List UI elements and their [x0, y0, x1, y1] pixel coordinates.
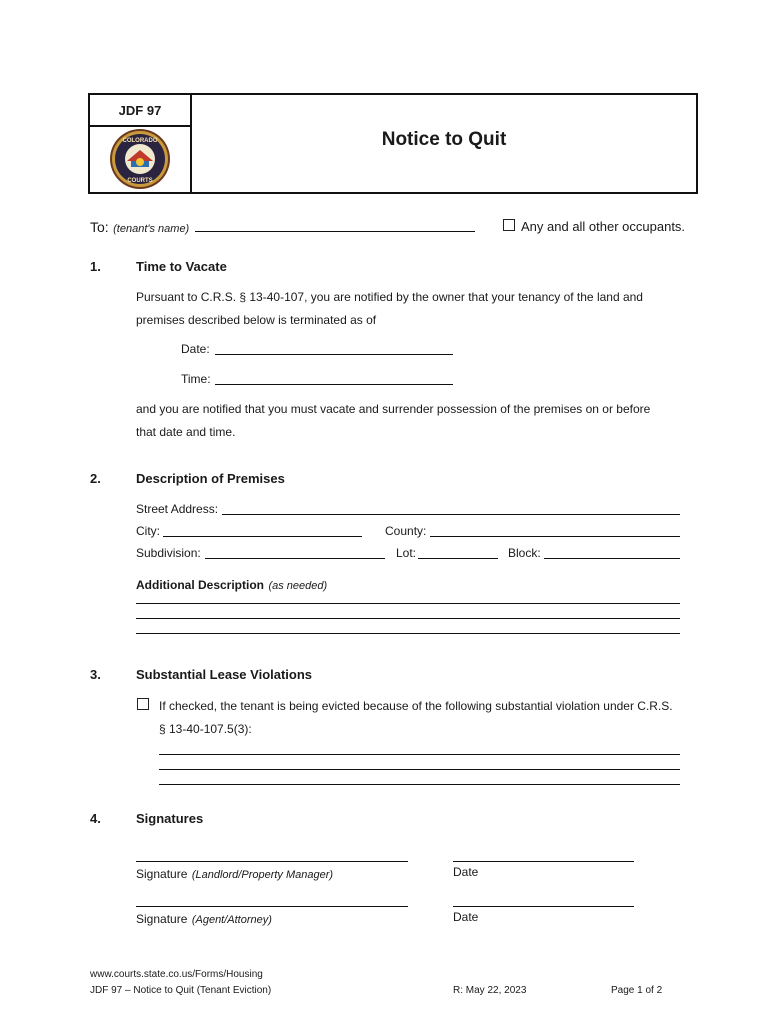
city-field[interactable] — [163, 536, 362, 537]
landlord-date-field[interactable] — [453, 861, 634, 862]
section-3-text-line-1: If checked, the tenant is being evicted because of the following substantial violation under C.R.S. — [159, 699, 673, 713]
form-title: Notice to Quit — [381, 129, 507, 150]
header-box — [88, 93, 698, 194]
block-label: Block: — [508, 546, 541, 560]
colorado-courts-seal — [109, 128, 171, 190]
time-field[interactable] — [215, 384, 453, 385]
other-occupants-checkbox[interactable] — [503, 219, 515, 231]
footer-url: www.courts.state.co.us/Forms/Housing — [90, 969, 263, 980]
landlord-signature-field[interactable] — [136, 861, 408, 862]
date-field[interactable] — [215, 354, 453, 355]
lot-label: Lot: — [396, 546, 417, 560]
violation-line-1[interactable] — [159, 754, 680, 755]
street-address-field[interactable] — [222, 514, 680, 515]
section-1-heading: Time to Vacate — [136, 259, 227, 274]
section-1-number: 1. — [90, 259, 101, 274]
block-field[interactable] — [544, 558, 680, 559]
to-line — [90, 219, 189, 237]
signature-label: Signature — [136, 912, 188, 926]
form-id: JDF 97 — [118, 103, 162, 118]
additional-description-line-1[interactable] — [136, 603, 680, 604]
tenant-name-field[interactable] — [195, 231, 475, 232]
signature-hint: (Landlord/Property Manager) — [191, 869, 334, 881]
agent-date-label: Date — [453, 910, 479, 924]
section-1-intro-line-2: premises described below is terminated as of — [136, 313, 377, 327]
lot-field[interactable] — [418, 558, 498, 559]
additional-description-label — [136, 576, 327, 594]
seal-cell — [90, 127, 192, 192]
section-2-heading: Description of Premises — [136, 471, 285, 486]
violation-line-2[interactable] — [159, 769, 680, 770]
agent-signature-label — [136, 910, 272, 928]
additional-description-hint: (as needed) — [268, 580, 328, 592]
lease-violation-checkbox[interactable] — [137, 698, 149, 710]
subdivision-label: Subdivision: — [136, 546, 201, 560]
signature-label: Signature — [136, 867, 188, 881]
section-1-intro-line-1: Pursuant to C.R.S. § 13-40-107, you are notified by the owner that your tenancy of the land and — [136, 290, 643, 304]
county-field[interactable] — [430, 536, 680, 537]
time-label: Time: — [181, 372, 211, 386]
footer-form-name: JDF 97 – Notice to Quit (Tenant Eviction) — [90, 985, 272, 996]
additional-description-line-2[interactable] — [136, 618, 680, 619]
additional-description-line-3[interactable] — [136, 633, 680, 634]
section-2-number: 2. — [90, 471, 101, 486]
footer-revision: R: May 22, 2023 — [453, 985, 527, 996]
to-label: To: — [90, 219, 109, 235]
signature-hint: (Agent/Attorney) — [191, 914, 272, 926]
to-hint: (tenant's name) — [113, 223, 190, 235]
section-3-heading: Substantial Lease Violations — [136, 667, 313, 682]
seal-bottom-text: COURTS — [127, 178, 153, 184]
agent-signature-field[interactable] — [136, 906, 408, 907]
date-label: Date: — [181, 342, 210, 356]
landlord-date-label: Date — [453, 865, 479, 879]
seal-top-text: COLORADO — [122, 138, 158, 144]
form-id-cell — [90, 95, 192, 127]
section-1-outro-line-1: and you are notified that you must vacate and surrender possession of the premises on or before — [136, 402, 651, 416]
section-4-number: 4. — [90, 811, 101, 826]
landlord-signature-label — [136, 865, 333, 883]
footer-page: Page 1 of 2 — [611, 985, 663, 996]
street-address-label: Street Address: — [136, 502, 219, 516]
violation-line-3[interactable] — [159, 784, 680, 785]
city-label: City: — [136, 524, 160, 538]
other-occupants-label: Any and all other occupants. — [521, 219, 686, 234]
county-label: County: — [385, 524, 427, 538]
subdivision-field[interactable] — [205, 558, 385, 559]
agent-date-field[interactable] — [453, 906, 634, 907]
section-1-outro-line-2: that date and time. — [136, 425, 236, 439]
section-3-text-line-2: § 13-40-107.5(3): — [159, 722, 252, 736]
section-4-heading: Signatures — [136, 811, 204, 826]
section-3-number: 3. — [90, 667, 101, 682]
additional-description-title: Additional Description — [136, 578, 265, 592]
